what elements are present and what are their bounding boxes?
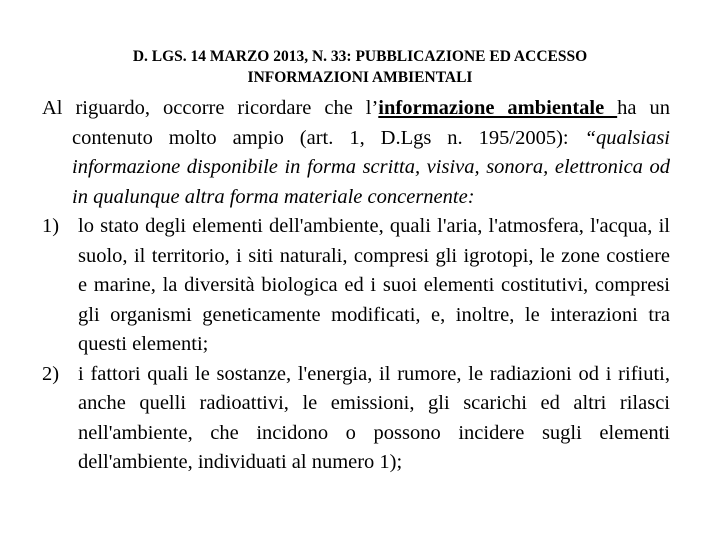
intro-suffix: ha un contenuto molto ampio (art. 1, D.Lgs n. 195/2005): [72,97,670,149]
intro-prefix: Al riguardo, occorre ricordare che l’ [42,97,379,119]
list-item-number: 2) [42,362,60,385]
list-item [42,360,670,478]
list-item-number: 1) [42,215,60,237]
list-item-text: lo stato degli elementi dell'ambiente, quali l'aria, l'atmosfera, l'acqua, il suolo, il territorio, i siti naturali, compresi gli igrotopi, le zone costiere e marine, la diversità biologica ed i suoi elementi costitutivi, compresi gli organismi geneticamente modificati, e, inoltre, le interazioni tra questi elementi; [78,215,670,355]
list-item [42,212,670,360]
intro-paragraph [42,94,670,212]
intro-quote: “qualsiasi informazione disponibile in forma scritta, visiva, sonora, elettronica od in qualunque altra forma materiale concernente: [72,126,671,208]
slide-body [42,94,670,478]
list-item-text: i fattori quali le sostanze, l'energia, il rumore, le radiazioni od i rifiuti, anche quelli radioattivi, le emissioni, gli scarichi ed altri rilasci nell'ambiente, che incidono o possono incidere sugli elementi dell'ambiente, individuati al numero 1); [78,362,670,473]
intro-highlight: informazione ambientale [378,97,618,119]
slide-title [60,46,660,88]
title-line-2: INFORMAZIONI AMBIENTALI [247,69,473,86]
title-line-1: D. LGS. 14 MARZO 2013, N. 33: PUBBLICAZIONE ED ACCESSO [132,48,588,65]
